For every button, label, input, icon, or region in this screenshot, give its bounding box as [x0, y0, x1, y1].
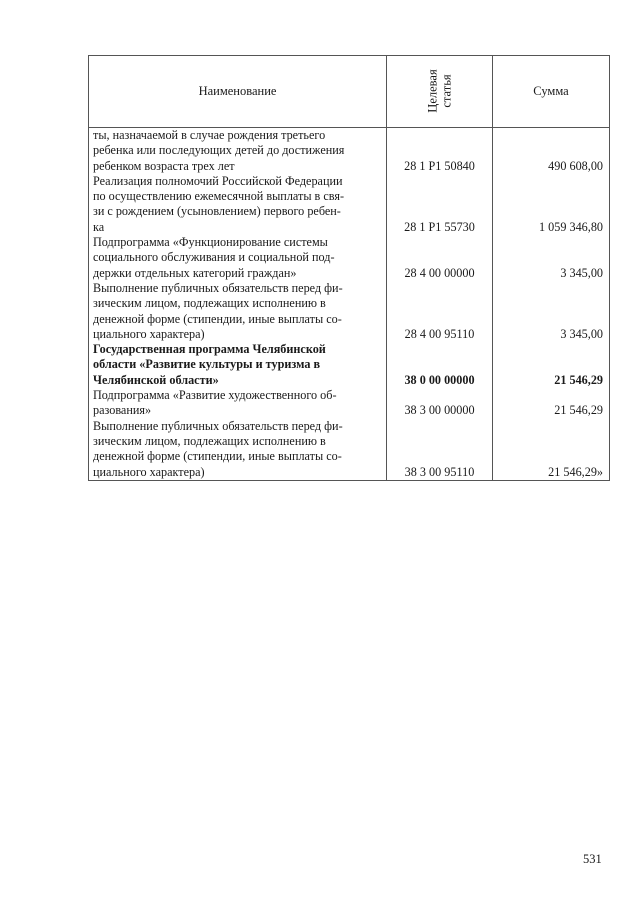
header-sum-label: Сумма — [533, 83, 569, 98]
row-name-line: денежной форме (стипендии, иные выплаты со- — [93, 311, 342, 326]
row-name-line: Выполнение публичных обязательств перед фи- — [93, 280, 343, 295]
table-row — [89, 128, 610, 174]
row-name-line: зическим лицом, подлежащих исполнению в — [93, 433, 326, 448]
row-name-line: разования» — [93, 403, 152, 418]
row-name-cell — [89, 419, 387, 481]
row-sum-cell: 1 059 346,80 — [493, 174, 610, 235]
row-code-cell: 38 3 00 00000 — [387, 388, 493, 419]
row-name-line: зи с рождением (усыновлением) первого ребен- — [93, 204, 341, 219]
row-sum-cell: 3 345,00 — [493, 281, 610, 342]
row-sum-cell: 21 546,29 — [493, 342, 610, 388]
table-row — [89, 235, 610, 281]
page-number: 531 — [583, 852, 602, 866]
row-name-cell — [89, 174, 387, 235]
row-code-cell: 28 4 00 95110 — [387, 281, 493, 342]
row-name-line: Выполнение публичных обязательств перед фи- — [93, 418, 343, 433]
row-name-cell — [89, 235, 387, 281]
table-row — [89, 388, 610, 419]
table-header-row — [89, 56, 610, 128]
header-sum — [493, 56, 610, 128]
row-name-line: области «Развитие культуры и туризма в — [93, 357, 321, 372]
row-sum-cell: 21 546,29» — [493, 419, 610, 481]
row-code-cell: 38 3 00 95110 — [387, 419, 493, 481]
table-row — [89, 281, 610, 342]
row-name-line: ребенка или последующих детей до достижения — [93, 143, 345, 158]
row-code-cell: 28 4 00 00000 — [387, 235, 493, 281]
row-code-cell: 28 1 P1 55730 — [387, 174, 493, 235]
header-name — [89, 56, 387, 128]
row-sum-cell: 21 546,29 — [493, 388, 610, 419]
row-code-cell: 38 0 00 00000 — [387, 342, 493, 388]
row-name-cell — [89, 281, 387, 342]
row-name-line: зическим лицом, подлежащих исполнению в — [93, 296, 326, 311]
table-body — [89, 128, 610, 481]
row-name-line: Реализация полномочий Российской Федерации — [93, 173, 343, 188]
row-sum-cell: 3 345,00 — [493, 235, 610, 281]
row-name-line: ты, назначаемой в случае рождения третьего — [93, 128, 326, 142]
row-sum-cell: 490 608,00 — [493, 128, 610, 174]
row-name-line: денежной форме (стипендии, иные выплаты со- — [93, 449, 342, 464]
budget-table — [88, 55, 610, 481]
row-name-line: держки отдельных категорий граждан» — [93, 265, 297, 280]
row-name-cell — [89, 128, 387, 174]
table-row — [89, 174, 610, 235]
row-name-line: ка — [93, 219, 105, 234]
header-code-label: Целевая статья — [425, 69, 454, 113]
row-name-line: Государственная программа Челябинской — [93, 342, 326, 357]
row-name-line: циального характера) — [93, 464, 205, 479]
table-row — [89, 419, 610, 481]
row-name-line: ребенком возраста трех лет — [93, 158, 235, 173]
row-name-line: циального характера) — [93, 326, 205, 341]
row-name-line: Подпрограмма «Функционирование системы — [93, 235, 328, 250]
row-name-line: Челябинской области» — [93, 372, 219, 387]
header-name-label: Наименование — [198, 83, 277, 98]
row-name-line: социального обслуживания и социальной под- — [93, 250, 335, 265]
row-name-cell — [89, 388, 387, 419]
header-code — [387, 56, 493, 128]
row-name-line: Подпрограмма «Развитие художественного об- — [93, 388, 337, 403]
row-code-cell: 28 1 P1 50840 — [387, 128, 493, 174]
row-name-line: по осуществлению ежемесячной выплаты в свя- — [93, 189, 345, 204]
row-name-cell — [89, 342, 387, 388]
table-row — [89, 342, 610, 388]
